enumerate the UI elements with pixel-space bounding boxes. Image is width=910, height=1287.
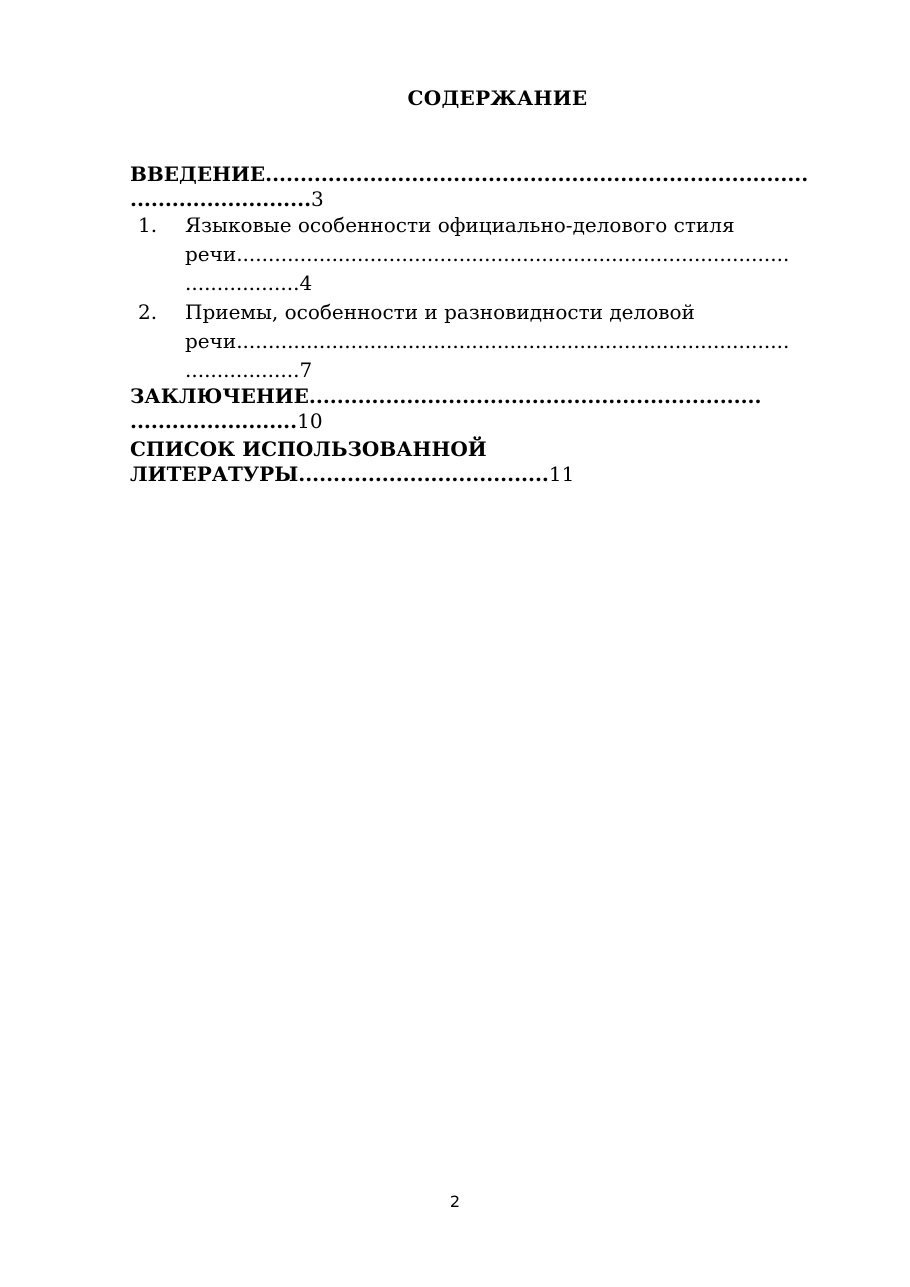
toc-page-number: 11: [548, 462, 575, 486]
toc-page-number: 4: [299, 271, 313, 295]
toc-page-number: 10: [297, 409, 323, 433]
toc-entry-number: 2.: [138, 300, 158, 324]
toc-page-number: 3: [311, 187, 324, 211]
toc-entry-label-cont: ЛИТЕРАТУРЫ: [130, 462, 299, 486]
toc-entry-1[interactable]: [130, 211, 865, 298]
toc-entry-label-cont: речи: [185, 329, 237, 353]
toc-entry-label: СПИСОК ИСПОЛЬЗОВАННОЙ: [130, 437, 487, 461]
toc-page-number: 7: [299, 358, 313, 382]
toc-entry-number: 1.: [138, 213, 158, 237]
toc-entry-conclusion[interactable]: [130, 382, 865, 435]
toc-leader: .......................................................................................: [236, 242, 790, 266]
toc-leader: ........................: [130, 409, 298, 433]
toc-leader: ..............................................................................: [265, 162, 809, 186]
toc-entry-label: Приемы, особенности и разновидности деловой: [185, 300, 695, 324]
toc-leader: ..........................: [130, 187, 312, 211]
toc-leader: ..................: [185, 358, 300, 382]
toc-leader: .......................................................................................: [236, 329, 790, 353]
page-number: 2: [449, 1192, 461, 1211]
toc-leader: .................................................................: [308, 384, 762, 408]
toc-entry-label-cont: речи: [185, 242, 237, 266]
toc-leader: ..................: [185, 271, 300, 295]
toc-entry-label: Языковые особенности официально-делового стиля: [185, 213, 735, 237]
table-of-contents: [130, 160, 865, 488]
toc-entry-intro[interactable]: [130, 160, 865, 213]
page-title: СОДЕРЖАНИЕ: [407, 86, 588, 110]
toc-entry-references[interactable]: [130, 435, 865, 488]
toc-entry-label: ВВЕДЕНИЕ: [130, 162, 266, 186]
toc-leader: ....................................: [298, 462, 549, 486]
toc-entry-2[interactable]: [130, 298, 865, 385]
toc-entry-label: ЗАКЛЮЧЕНИЕ: [130, 384, 309, 408]
